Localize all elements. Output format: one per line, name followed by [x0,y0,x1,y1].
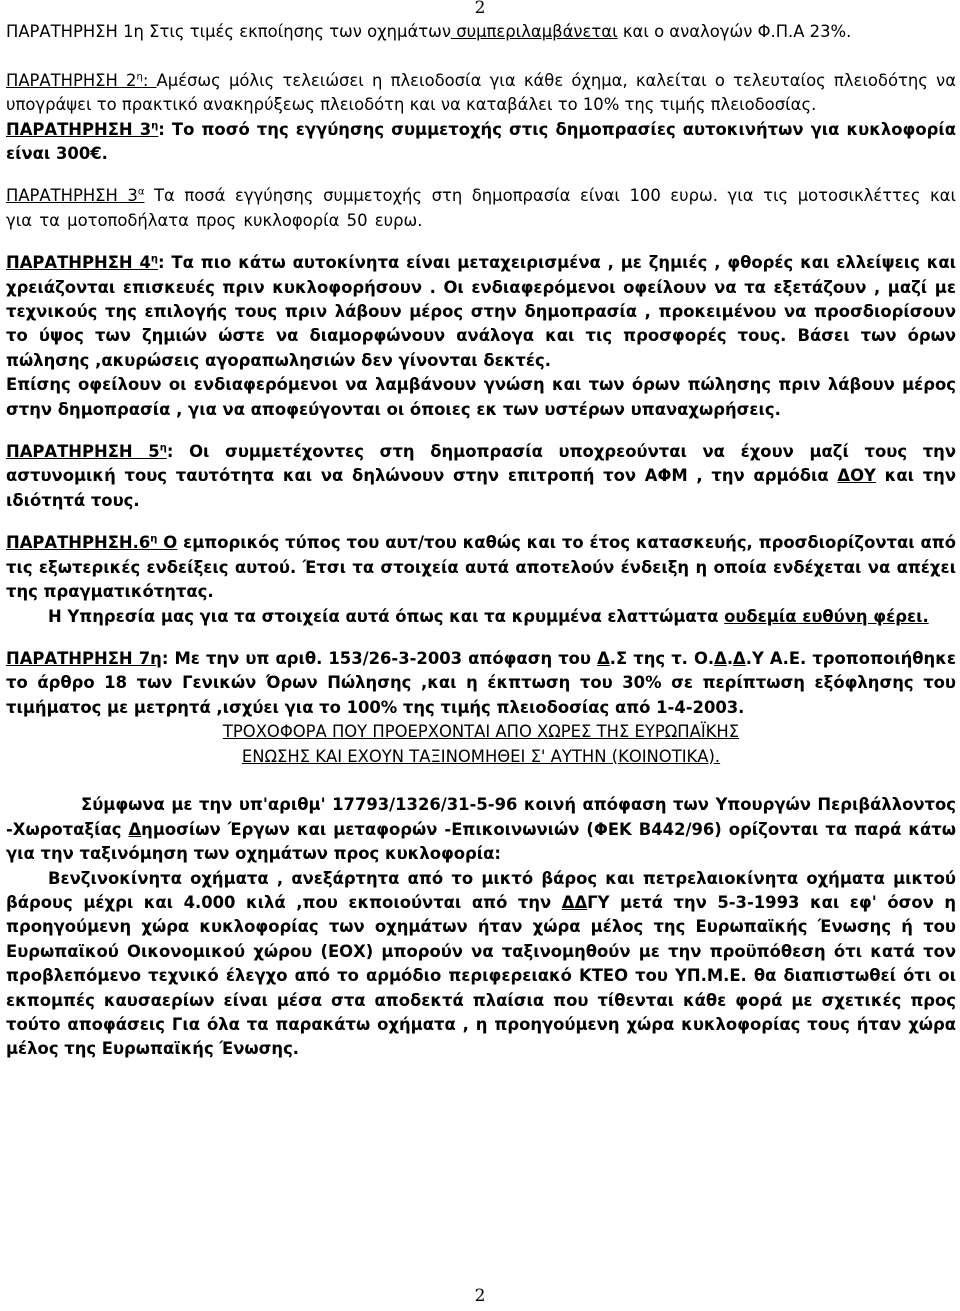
section-heading-line-1: ΤΡΟΧΟΦΟΡΑ ΠΟΥ ΠΡΟΕΡΧΟΝΤΑΙ ΑΠΟ ΧΩΡΕΣ ΤΗΣ ΕΥΡΩΠΑΪΚΗΣ [222,722,740,742]
note-4-continued: Επίσης οφείλουν οι ενδιαφερόμενοι να λαμβάνουν γνώση και των όρων πώλησης πριν λάβουν μέρος στην δημοπρασία , για να αποφεύγονται οι όποιες εκ των υστέρων υπαναχωρήσεις. [6,375,956,419]
note-1-underlined: συμπεριλαμβάνεται [451,22,618,41]
note-6-label: $\Pi APATHPH\Sigma H.6^\eta$ Ο [6,533,178,553]
document-body [6,20,956,1062]
page-number-bottom: 2 [474,1286,486,1306]
body-paragraph-1: Σύμφωνα με την υπ'αριθμ' 17793/1326/31-5-96 κοινή απόφαση των Υπουργών Περιβάλλοντος -Χωροταξίας Δημοσίων Έργων και μεταφορών -Επικοινωνιών (ΦΕΚ Β442/96) ορίζονται τα παρά κάτω για την ταξινόμηση των οχημάτων προς κυκλοφορία: [6,795,956,864]
note-5: ΠΑΡΑΤΗΡΗΣΗ $5^\eta$: Οι συμμετέχοντες στη δημοπρασία υποχρεούνται να έχουν μαζί τους την αστυνομική τους ταυτότητα και να δηλώνουν στην επιτροπή τον ΑΦΜ , την αρμόδια ΔΟΥ και την ιδιότητά τους. [6,442,957,510]
note-3a: ΠΑΡΑΤΗΡΗΣΗ $3^\alpha$ Τα ποσά εγγύησης συμμετοχής στη δημοπρασία είναι 100 ευρω. για τις μοτοσικλέττες και για τα μοτοποδήλατα προς κυκλοφορία 50 ευρω. [6,186,957,230]
note-1-label: ΠΑΡΑΤΗΡΗΣΗ 1η [6,22,144,41]
note-2-label: ΠΑΡΑΤΗΡΗΣΗ $2^\eta$: [6,70,157,90]
body-paragraph-2: Βενζινοκίνητα οχήματα , ανεξάρτητα από το μικτό βάρος και πετρελαιοκίνητα οχήματα μικτού βάρους μέχρι και 4.000 κιλά ,που εκποιούνται από την ΔΔΓΥ μετά την 5-3-1993 και εφ' όσον η προηγούμενη χώρα κυκλοφορίας των οχημάτων ήταν χώρα μέλος της Ευρωπαϊκής Ένωσης ή του Ευρωπαϊκού Οικονομικού χώρου (ΕΟΧ) μπορούν να ταξινομηθούν με την προϋπόθεση ότι κατά τον προβλεπόμενο τεχνικό έλεγχο από το αρμόδιο περιφερειακό ΚΤΕΟ του ΥΠ.Μ.Ε. θα διαπιστωθεί ότι οι εκπομπές καυσαερίων είναι μέσα στα αποδεκτά πλαίσια που τίθενται κάθε φορά με σχετικές προς τούτο αποφάσεις Για όλα τα παρακάτω οχήματα , η προηγούμενη χώρα κυκλοφορίας τους ήταν χώρα μέλος της Ευρωπαϊκής Ένωσης. [6,868,956,1059]
note-6-continued: Η Υπηρεσία μας για τα στοιχεία αυτά όπως και τα κρυμμένα ελαττώματα ουδεμία ευθύνη φέρει. [48,606,929,626]
note-7-label: ΠΑΡΑΤΗΡΗΣΗ 7η [6,648,162,668]
note-4-label: ΠΑΡΑΤΗΡΗΣΗ $4^\eta$ [6,253,159,273]
page-number-top: 2 [474,0,486,18]
note-6-underlined-end: ουδεμία ευθύνη φέρει. [724,606,929,626]
note-2: ΠΑΡΑΤΗΡΗΣΗ $2^\eta$: Αμέσως μόλις τελειώσει η πλειοδοσία για κάθε όχημα, καλείται ο τελευταίος πλειοδότης να υπογράψει το πρακτικό ανακηρύξεως πλειοδότη και να καταβάλει το 10% της τιμής πλειοδοσίας. [6,70,956,115]
section-heading-line-2: ΕΝΩΣΗΣ ΚΑΙ ΕΧΟΥΝ ΤΑΞΙΝΟΜΗΘΕΙ Σ' ΑΥΤΗΝ (ΚΟΙΝΟΤΙΚΑ). [241,746,721,766]
note-1: ΠΑΡΑΤΗΡΗΣΗ 1η Στις τιμές εκποίησης των οχημάτων συμπεριλαμβάνεται και ο αναλογών Φ.Π.Α 23%. [6,22,852,41]
note-3: ΠΑΡΑΤΗΡΗΣΗ $3^\eta$: Το ποσό της εγγύησης συμμετοχής στις δημοπρασίες αυτοκινήτων για κυκλοφορία είναι 300€. [6,119,956,164]
note-5-label: ΠΑΡΑΤΗΡΗΣΗ $5^\eta$ [6,442,167,462]
note-7: ΠΑΡΑΤΗΡΗΣΗ 7η: Με την υπ αριθ. 153/26-3-2003 απόφαση του Δ.Σ της τ. Ο.Δ.Δ.Υ Α.Ε. τροποποιήθηκε το άρθρο 18 των Γενικών Όρων Πώλησης ,και η έκπτωση του 30% σε περίπτωση εξόφλησης του τιμήματος με μετρητά ,ισχύει για το 100% της τιμής πλειοδοσίας από 1-4-2003. [6,648,956,717]
note-6: $\Pi APATHPH\Sigma H.6^\eta$ Ο εμπορικός τύπος του αυτ/του καθώς και το έτος κατασκευής, προσδιορίζονται από τις εξωτερικές ενδείξεις αυτού. Έτσι τα στοιχεία αυτά αποτελούν ένδειξη η οποία ενδέχεται να απέχει της πραγματικότητας. [6,533,956,602]
note-3-label: ΠΑΡΑΤΗΡΗΣΗ $3^\eta$ [6,119,159,139]
note-3a-label: ΠΑΡΑΤΗΡΗΣΗ $3^\alpha$ [6,186,145,206]
note-4: ΠΑΡΑΤΗΡΗΣΗ $4^\eta$: Τα πιο κάτω αυτοκίνητα είναι μεταχειρισμένα , με ζημιές , φθορές και ελλείψεις και χρειάζονται επισκευές πριν κυκλοφορήσουν . Οι ενδιαφερόμενοι οφείλουν να τα εξετάζουν , μαζί με τεχνικούς της επιλογής τους πριν λάβουν μέρος στην δημοπρασία , προκειμένου να προσδιορίσουν το ύψος των ζημιών ώστε να διαμορφώνουν ανάλογα και τις προσφορές τους. Βάσει των όρων πώλησης ,ακυρώσεις αγοραπωλησιών δεν γίνονται δεκτές. [6,253,956,370]
